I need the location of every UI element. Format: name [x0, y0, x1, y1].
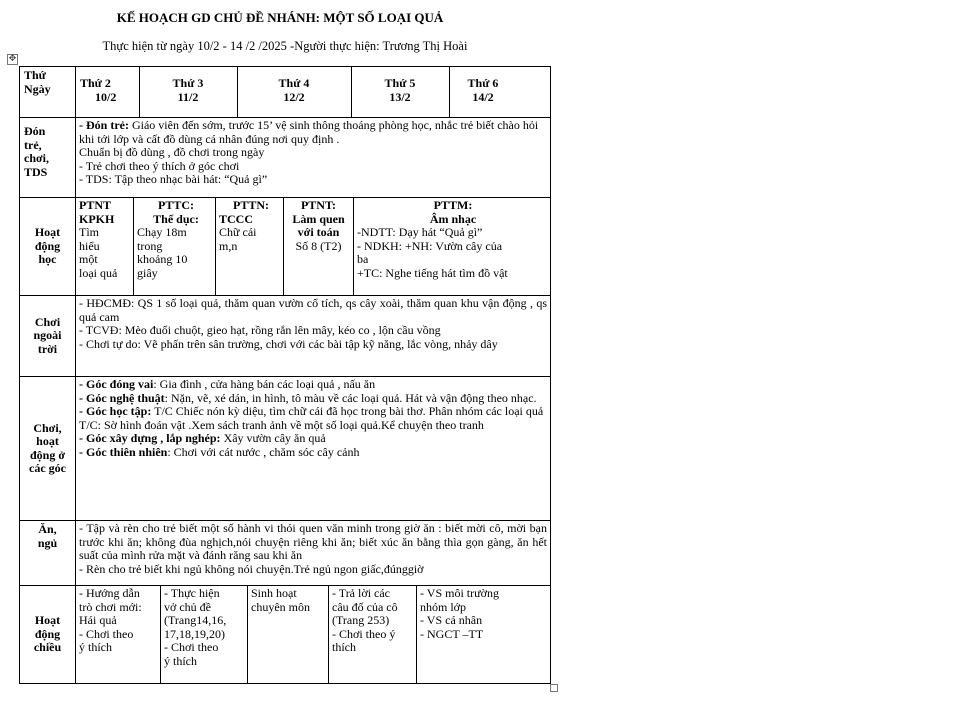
afternoon-text: - Chơi theo ý	[332, 626, 396, 641]
corner-heading: - Góc xây dựng , lắp nghép:	[79, 431, 221, 445]
lesson-tue	[137, 199, 215, 295]
day-header-fri	[450, 77, 516, 117]
row-label-line: Ăn,	[38, 523, 57, 536]
afternoon-text: - Chơi theo	[79, 626, 134, 641]
afternoon-text: 17,18,19,20)	[164, 626, 225, 641]
afternoon-text: câu đố của cô	[332, 599, 398, 614]
day-date: 11/2	[177, 89, 199, 104]
column-divider	[215, 197, 216, 295]
an-ngu-content	[79, 522, 547, 585]
lesson-heading: PTNT	[79, 199, 112, 212]
column-divider	[416, 585, 417, 683]
day-date: 10/2	[95, 89, 117, 104]
lesson-heading: PTTM:	[433, 199, 473, 212]
column-divider	[133, 197, 134, 295]
lesson-text: Tìm	[79, 225, 99, 239]
afternoon-text: Hái quả	[79, 613, 117, 627]
lesson-text: Chạy 18m	[137, 225, 187, 239]
afternoon-text: - VS cá nhân	[420, 613, 483, 627]
afternoon-mon	[79, 587, 160, 683]
lesson-thu	[284, 199, 353, 295]
day-name: Thứ 4	[278, 77, 310, 90]
move-arrows-icon[interactable]: ✥	[8, 54, 17, 64]
day-name: Thứ 5	[384, 77, 416, 90]
corner-text: : Nặn, vẽ, xé dán, in hình, tô màu về các loại quả. Hát và vận động theo nhạc.	[164, 390, 537, 405]
afternoon-text: trò chơi mới:	[79, 599, 142, 614]
corner-label: Thứ	[24, 69, 46, 82]
row-divider	[20, 520, 550, 521]
row-divider	[20, 117, 550, 118]
schedule-table	[19, 66, 551, 684]
outdoor-text: - TCVĐ: Mèo đuổi chuột, gieo hạt, rồng rắn lên mây, kéo co , lộn cầu vồng	[79, 323, 441, 337]
day-header-wed	[238, 77, 350, 117]
afternoon-text: ý thích	[164, 653, 197, 668]
afternoon-text: (Trang 253)	[332, 613, 390, 627]
corner-heading: - Góc thiên nhiên	[79, 444, 168, 459]
don-tre-text: Giáo viên đến sớm, trước 15’ vệ sinh thông thoáng phòng học, nhắc trẻ biết chào hỏi khi tới lớp và cất đồ dùng cá nhân đúng nơi quy định .	[79, 119, 539, 146]
row-label-line: ngủ	[37, 535, 58, 550]
afternoon-text: vở chủ đề	[164, 599, 211, 614]
afternoon-text: (Trang14,16,	[164, 613, 227, 627]
row-label-choi-ngoai-troi	[20, 296, 75, 376]
lesson-text: hiểu	[79, 238, 100, 253]
lesson-heading: Thể dục:	[153, 211, 199, 226]
corner-heading: - Góc học tập:	[79, 404, 152, 418]
lesson-heading: Âm nhạc	[429, 211, 477, 226]
corner-label: Ngày	[24, 81, 51, 96]
row-label-line: chơi,	[24, 151, 49, 165]
lesson-mon	[79, 199, 133, 295]
afternoon-text: - VS môi trường	[420, 587, 499, 600]
row-divider	[20, 585, 550, 586]
corner-heading: - Góc nghệ thuật	[79, 390, 165, 405]
row-label-line: động	[34, 626, 61, 641]
row-label-choi-goc	[20, 377, 75, 520]
column-divider	[160, 585, 161, 683]
row-label-don-tre	[24, 125, 74, 195]
resize-square-icon[interactable]	[550, 684, 558, 692]
page-subtitle: Thực hiện từ ngày 10/2 - 14 /2 /2025 -Người thực hiện: Trương Thị Hoài	[102, 39, 468, 53]
row-label-chieu	[20, 586, 75, 683]
row-label-line: Đón	[24, 125, 46, 138]
afternoon-text: ý thích	[79, 640, 112, 654]
afternoon-text: - Thực hiện	[164, 587, 220, 600]
lesson-text: +TC: Nghe tiếng hát tìm đồ vật	[357, 265, 508, 280]
column-divider	[353, 197, 354, 295]
row-label-line: ngoài	[33, 328, 62, 343]
don-tre-text: - Trẻ chơi theo ý thích ở góc chơi	[79, 158, 240, 173]
choi-goc-content	[79, 378, 547, 520]
lesson-heading: với toán	[297, 225, 340, 239]
corner-header	[24, 69, 74, 115]
row-label-line: trẻ,	[24, 137, 42, 152]
afternoon-text: nhóm lớp	[420, 599, 467, 614]
afternoon-text: - Chơi theo	[164, 640, 219, 654]
afternoon-text: - NGCT –TT	[420, 626, 484, 641]
column-divider	[328, 585, 329, 683]
lesson-wed	[219, 199, 283, 295]
outdoor-text: - Chơi tự do: Vẽ phấn trên sân trường, chơi với các bài tập kỹ năng, lắc vòng, nhảy dây	[79, 336, 498, 351]
day-name: Thứ 2	[80, 77, 111, 90]
don-tre-heading: - Đón trẻ:	[79, 119, 129, 132]
day-header-mon	[80, 77, 138, 117]
row-label-line: động ở	[30, 447, 65, 462]
corner-text: : Chơi với cát nước , chăm sóc cây cảnh	[167, 444, 360, 459]
afternoon-wed	[251, 587, 328, 683]
row-label-line: các góc	[29, 461, 66, 475]
lesson-heading: TCCC	[219, 211, 254, 226]
lesson-text: -NDTT: Dạy hát “Quả gì”	[357, 225, 483, 239]
don-tre-content	[79, 119, 548, 197]
lesson-text: Chữ cái	[219, 225, 257, 239]
row-label-line: học	[38, 252, 57, 267]
page-title: KẾ HOẠCH GD CHỦ ĐỀ NHÁNH: MỘT SỐ LOẠI QUẢ	[116, 10, 444, 25]
lesson-text: m,n	[219, 238, 238, 253]
lesson-heading: KPKH	[79, 211, 115, 226]
afternoon-tue	[164, 587, 247, 683]
lesson-text: Số 8 (T2)	[295, 238, 342, 253]
lesson-text: một	[79, 252, 98, 266]
afternoon-text: chuyên môn	[251, 599, 310, 614]
row-label-line: trời	[37, 341, 58, 356]
lesson-heading: Làm quen	[292, 211, 345, 226]
row-label-line: hoạt	[36, 434, 59, 448]
day-date: 14/2	[472, 89, 494, 104]
afternoon-text: thích	[332, 640, 356, 654]
meal-sleep-text: - Tập và rèn cho trẻ biết một số hành vi thói quen văn minh trong giờ ăn : biết mời cô, mời bạn trước khi ăn; không đùa nghịch,nói chuyện riêng khi ăn; biết xúc ăn bằng thìa gọn gàng, ăn hết suất của mình rửa mặt và đánh răng sau khi ăn	[79, 522, 547, 562]
meal-sleep-text: - Rèn cho trẻ biết khi ngủ không nói chuyện.Trẻ ngủ ngon giấc,đúnggiờ	[79, 561, 424, 576]
corner-text: T/C Chiếc nón kỳ diệu, tìm chữ cái đã học trong bài thơ. Phân nhóm các loại quả	[151, 404, 544, 418]
row-divider	[20, 197, 550, 198]
lesson-heading: PTTC:	[158, 199, 194, 212]
lesson-text: ba	[357, 252, 369, 266]
row-label-hoat-dong-hoc	[20, 198, 75, 295]
lesson-heading: PTTN:	[233, 199, 269, 212]
afternoon-text: - Hướng dẫn	[79, 587, 140, 600]
row-label-line: chiều	[33, 640, 62, 655]
column-divider	[75, 67, 76, 683]
row-divider	[20, 295, 550, 296]
corner-text: : Gia đình , cửa hàng bán các loại quả , nấu ăn	[153, 378, 376, 391]
day-header-thu	[352, 77, 448, 117]
row-label-line: Hoạt	[34, 613, 61, 628]
corner-text: Xây vườn cây ăn quả	[220, 431, 326, 445]
afternoon-text: - Trả lời các	[332, 587, 391, 600]
corner-text: T/C: Sờ hình đoán vật .Xem sách tranh ảnh về một số loại quả.Kể chuyện theo tranh	[79, 417, 484, 432]
day-name: Thứ 3	[172, 77, 204, 90]
day-header-tue	[140, 77, 236, 117]
row-label-line: Chơi	[34, 314, 61, 329]
row-label-line: Chơi,	[33, 420, 62, 435]
don-tre-text: Chuẩn bị đồ dùng , đồ chơi trong ngày	[79, 145, 265, 159]
corner-heading: - Góc đóng vai	[79, 378, 154, 391]
afternoon-text: Sinh hoạt	[251, 587, 297, 600]
day-date: 13/2	[389, 89, 411, 104]
lesson-text: trong	[137, 238, 163, 253]
lesson-text: loại quả	[79, 265, 118, 280]
row-label-line: Hoạt	[34, 225, 61, 240]
choi-ngoai-troi-content	[79, 297, 547, 376]
don-tre-text: - TDS: Tập theo nhạc bài hát: “Quả gì”	[79, 172, 268, 186]
row-divider	[20, 376, 550, 377]
lesson-text: giây	[137, 265, 158, 280]
lesson-text: - NDKH: +NH: Vườn cây của	[357, 238, 503, 253]
day-date: 12/2	[283, 89, 305, 104]
day-name: Thứ 6	[467, 77, 499, 90]
row-label-an-ngu	[20, 523, 75, 583]
column-divider	[247, 585, 248, 683]
afternoon-thu	[332, 587, 416, 683]
row-label-line: động	[34, 238, 61, 253]
lesson-fri	[357, 199, 549, 295]
afternoon-fri	[420, 587, 548, 683]
lesson-heading: PTNT:	[300, 199, 337, 212]
row-label-line: TDS	[24, 164, 48, 179]
outdoor-text: - HĐCMĐ: QS 1 số loại quả, thăm quan vườn cổ tích, qs cây xoài, thăm quan khu vận động , qs quả cam	[79, 297, 547, 324]
lesson-text: khoảng 10	[137, 252, 188, 266]
